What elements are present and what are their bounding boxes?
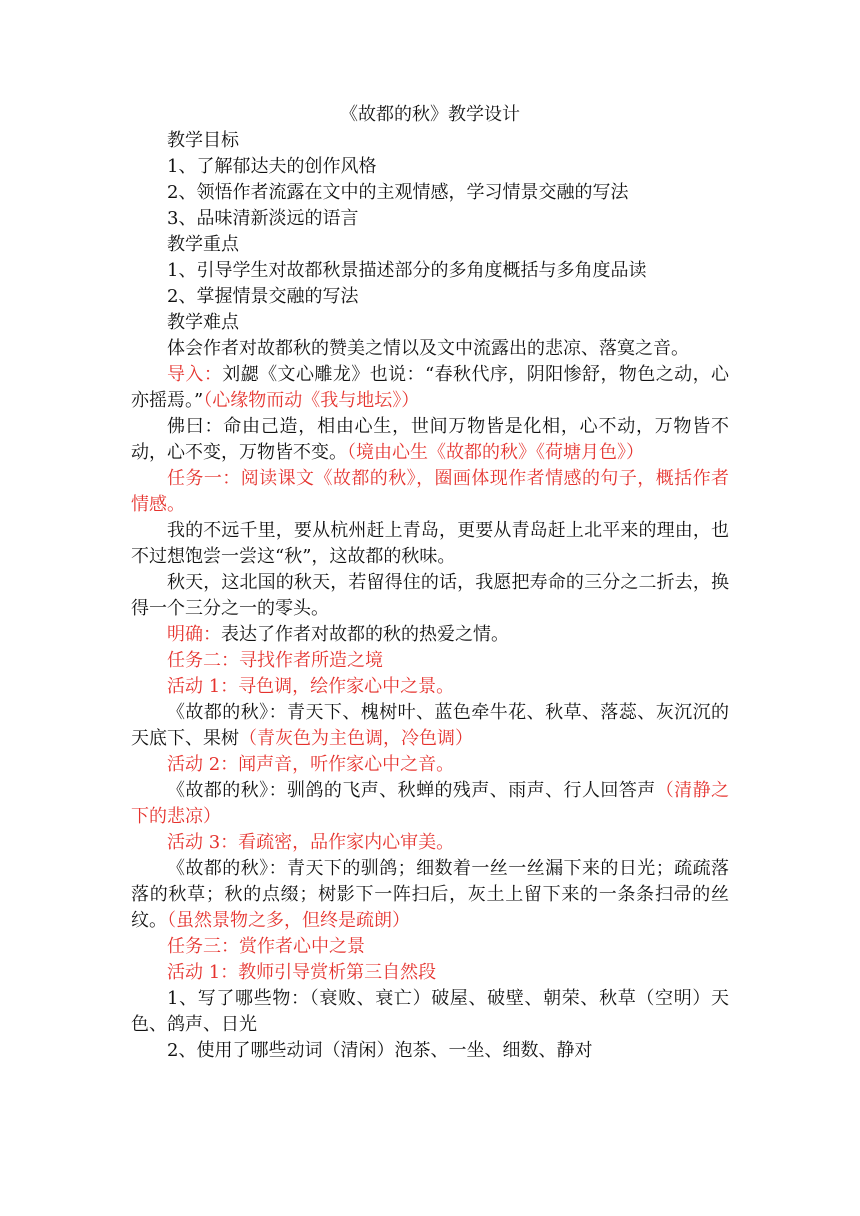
activity-1-text: 《故都的秋》：青天下、槐树叶、蓝色牵牛花、秋草、落蕊、灰沉沉的天底下、果树 (131, 702, 729, 749)
activity-3-heading: 活动 3：看疏密，品作家内心审美。 (167, 832, 455, 853)
clarification-text: 表达了作者对故都的秋的热爱之情。 (221, 624, 509, 645)
activity-2-note: （清静之下的悲凉） (131, 780, 730, 827)
activity-2-text: 《故都的秋》：驯鸽的飞声、秋蝉的残声、雨声、行人回答声 (167, 780, 656, 801)
objective-item-2: 2、领悟作者流露在文中的主观情感，学习情景交融的写法 (167, 182, 629, 203)
activity-2-paragraph (131, 778, 729, 830)
intro-note: （心缘物而动《我与地坛》） (203, 390, 420, 411)
key-point-item-1: 1、引导学生对故都秋景描述部分的多角度概括与多角度品读 (167, 260, 647, 281)
key-point-item-2: 2、掌握情景交融的写法 (167, 286, 359, 307)
buddha-quote: 佛曰：命由己造，相由心生，世间万物皆是化相，心不动，万物皆不动，心不变，万物皆不变。 (131, 416, 729, 463)
analysis-item-1: 1、写了哪些物：（衰败、衰亡）破屋、破壁、朝荣、秋草（空明）天色、鸽声、日光 (131, 988, 729, 1035)
quote-paragraph-2: 秋天，这北国的秋天，若留得住的话，我愿把寿命的三分之二折去，换得一个三分之一的零头。 (131, 572, 729, 619)
activity-1-note: （青灰色为主色调，冷色调） (239, 728, 473, 749)
task-1-heading: 任务一：阅读课文《故都的秋》，圈画体现作者情感的句子，概括作者情感。 (131, 468, 729, 515)
activity-3-note: （虽然景物之多，但终是疏朗） (167, 910, 410, 931)
activity-2-heading: 活动 2：闻声音，听作家心中之音。 (167, 754, 455, 775)
task-2-heading: 任务二：寻找作者所造之境 (167, 650, 383, 671)
buddha-note: （境由心生《故都的秋》《荷塘月色》） (347, 442, 644, 463)
quote-paragraph-1: 我的不远千里，要从杭州赶上青岛，更要从青岛赶上北平来的理由，也不过想饱尝一尝这“秋”，这故都的秋味。 (131, 520, 729, 567)
buddha-paragraph (131, 414, 729, 466)
page-title: 《故都的秋》教学设计 (340, 104, 520, 125)
objective-item-1: 1、了解郁达夫的创作风格 (167, 156, 377, 177)
intro-paragraph (131, 362, 729, 414)
difficulty-paragraph: 体会作者对故都秋的赞美之情以及文中流露出的悲凉、落寞之音。 (167, 338, 689, 359)
section-heading-key-points: 教学重点 (167, 234, 239, 255)
section-heading-objectives: 教学目标 (167, 130, 239, 151)
task-3-heading: 任务三：赏作者心中之景 (167, 936, 365, 957)
task-3-activity-1-heading: 活动 1：教师引导赏析第三自然段 (167, 962, 437, 983)
intro-quote: 刘勰《文心雕龙》也说：“春秋代序，阴阳惨舒，物色之动，心亦摇焉。” (131, 364, 729, 411)
section-heading-difficulties: 教学难点 (167, 312, 239, 333)
activity-1-paragraph (131, 700, 729, 752)
intro-label: 导入： (167, 364, 223, 385)
clarification-paragraph (131, 622, 729, 648)
clarification-label: 明确： (167, 624, 221, 645)
activity-3-paragraph (131, 856, 729, 934)
activity-1-heading: 活动 1：寻色调，绘作家心中之景。 (167, 676, 455, 697)
activity-3-text: 《故都的秋》：青天下的驯鸽；细数着一丝一丝漏下来的日光；疏疏落落的秋草；秋的点缀；树影下一阵扫后，灰土上留下来的一条条扫帚的丝纹。 (131, 858, 729, 931)
analysis-item-2: 2、使用了哪些动词（清闲）泡茶、一坐、细数、静对 (167, 1040, 593, 1061)
objective-item-3: 3、品味清新淡远的语言 (167, 208, 359, 229)
document-body (131, 102, 729, 1064)
